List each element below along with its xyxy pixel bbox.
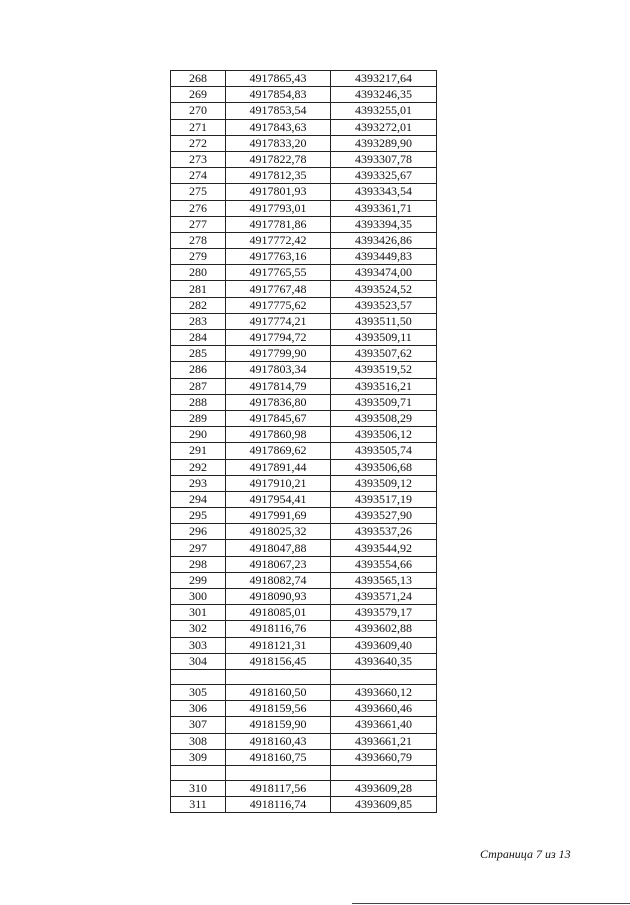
blank-cell (171, 669, 226, 684)
table-row (171, 265, 437, 281)
point-number-cell: 286 (171, 362, 226, 378)
point-number-cell: 277 (171, 216, 226, 232)
table-row (171, 103, 437, 119)
table-row (171, 313, 437, 329)
point-number-cell: 295 (171, 508, 226, 524)
x-coordinate-cell: 4917775,62 (226, 297, 331, 313)
table-row (171, 151, 437, 167)
point-number-cell: 301 (171, 605, 226, 621)
point-number-cell: 284 (171, 330, 226, 346)
y-coordinate-cell: 4393609,28 (331, 780, 437, 796)
blank-cell (226, 765, 331, 780)
y-coordinate-cell: 4393661,21 (331, 733, 437, 749)
x-coordinate-cell: 4917781,86 (226, 216, 331, 232)
y-coordinate-cell: 4393523,57 (331, 297, 437, 313)
x-coordinate-cell: 4917836,80 (226, 394, 331, 410)
table-row (171, 572, 437, 588)
point-number-cell: 304 (171, 653, 226, 669)
y-coordinate-cell: 4393661,40 (331, 717, 437, 733)
y-coordinate-cell: 4393524,52 (331, 281, 437, 297)
page-number: Страница 7 из 13 (480, 847, 571, 861)
x-coordinate-cell: 4918067,23 (226, 556, 331, 572)
x-coordinate-cell: 4917891,44 (226, 459, 331, 475)
x-coordinate-cell: 4917860,98 (226, 427, 331, 443)
point-number-cell: 298 (171, 556, 226, 572)
point-number-cell: 280 (171, 265, 226, 281)
x-coordinate-cell: 4917774,21 (226, 313, 331, 329)
point-number-cell: 268 (171, 71, 226, 87)
table-row (171, 410, 437, 426)
table-row (171, 459, 437, 475)
point-number-cell: 289 (171, 410, 226, 426)
x-coordinate-cell: 4917865,43 (226, 71, 331, 87)
table-row (171, 249, 437, 265)
blank-cell (226, 669, 331, 684)
table-row (171, 394, 437, 410)
x-coordinate-cell: 4918082,74 (226, 572, 331, 588)
x-coordinate-cell: 4918090,93 (226, 589, 331, 605)
table-row (171, 71, 437, 87)
blank-cell (171, 765, 226, 780)
table-row (171, 87, 437, 103)
y-coordinate-cell: 4393537,26 (331, 524, 437, 540)
table-row (171, 491, 437, 507)
y-coordinate-cell: 4393505,74 (331, 443, 437, 459)
x-coordinate-cell: 4917854,83 (226, 87, 331, 103)
y-coordinate-cell: 4393343,54 (331, 184, 437, 200)
table-row (171, 524, 437, 540)
point-number-cell: 287 (171, 378, 226, 394)
x-coordinate-cell: 4917799,90 (226, 346, 331, 362)
y-coordinate-cell: 4393509,12 (331, 475, 437, 491)
point-number-cell: 281 (171, 281, 226, 297)
x-coordinate-cell: 4917845,67 (226, 410, 331, 426)
blank-cell (331, 765, 437, 780)
table-row (171, 540, 437, 556)
point-number-cell: 276 (171, 200, 226, 216)
point-number-cell: 305 (171, 684, 226, 700)
y-coordinate-cell: 4393508,29 (331, 410, 437, 426)
point-number-cell: 299 (171, 572, 226, 588)
x-coordinate-cell: 4917833,20 (226, 135, 331, 151)
table-row (171, 605, 437, 621)
table-row (171, 232, 437, 248)
y-coordinate-cell: 4393519,52 (331, 362, 437, 378)
point-number-cell: 303 (171, 637, 226, 653)
point-number-cell: 278 (171, 232, 226, 248)
y-coordinate-cell: 4393527,90 (331, 508, 437, 524)
y-coordinate-cell: 4393602,88 (331, 621, 437, 637)
x-coordinate-cell: 4918085,01 (226, 605, 331, 621)
table-row (171, 443, 437, 459)
x-coordinate-cell: 4917763,16 (226, 249, 331, 265)
point-number-cell: 309 (171, 749, 226, 765)
y-coordinate-cell: 4393511,50 (331, 313, 437, 329)
y-coordinate-cell: 4393474,00 (331, 265, 437, 281)
x-coordinate-cell: 4917801,93 (226, 184, 331, 200)
x-coordinate-cell: 4918116,74 (226, 797, 331, 813)
y-coordinate-cell: 4393325,67 (331, 168, 437, 184)
coordinates-table (170, 70, 437, 813)
y-coordinate-cell: 4393565,13 (331, 572, 437, 588)
y-coordinate-cell: 4393517,19 (331, 491, 437, 507)
table-row (171, 184, 437, 200)
table-row (171, 653, 437, 669)
table-row (171, 475, 437, 491)
x-coordinate-cell: 4917803,34 (226, 362, 331, 378)
x-coordinate-cell: 4917843,63 (226, 119, 331, 135)
y-coordinate-cell: 4393246,35 (331, 87, 437, 103)
point-number-cell: 279 (171, 249, 226, 265)
point-number-cell: 293 (171, 475, 226, 491)
x-coordinate-cell: 4918160,43 (226, 733, 331, 749)
point-number-cell: 297 (171, 540, 226, 556)
x-coordinate-cell: 4917869,62 (226, 443, 331, 459)
table-row (171, 200, 437, 216)
y-coordinate-cell: 4393394,35 (331, 216, 437, 232)
x-coordinate-cell: 4917794,72 (226, 330, 331, 346)
table-row (171, 330, 437, 346)
y-coordinate-cell: 4393516,21 (331, 378, 437, 394)
y-coordinate-cell: 4393507,62 (331, 346, 437, 362)
y-coordinate-cell: 4393217,64 (331, 71, 437, 87)
x-coordinate-cell: 4917991,69 (226, 508, 331, 524)
point-number-cell: 282 (171, 297, 226, 313)
y-coordinate-cell: 4393554,66 (331, 556, 437, 572)
y-coordinate-cell: 4393272,01 (331, 119, 437, 135)
x-coordinate-cell: 4917772,42 (226, 232, 331, 248)
x-coordinate-cell: 4918160,50 (226, 684, 331, 700)
point-number-cell: 292 (171, 459, 226, 475)
point-number-cell: 270 (171, 103, 226, 119)
point-number-cell: 296 (171, 524, 226, 540)
table-row (171, 297, 437, 313)
table-row (171, 797, 437, 813)
x-coordinate-cell: 4918121,31 (226, 637, 331, 653)
x-coordinate-cell: 4917910,21 (226, 475, 331, 491)
y-coordinate-cell: 4393640,35 (331, 653, 437, 669)
y-coordinate-cell: 4393255,01 (331, 103, 437, 119)
point-number-cell: 302 (171, 621, 226, 637)
y-coordinate-cell: 4393361,71 (331, 200, 437, 216)
table-row (171, 135, 437, 151)
table-row (171, 701, 437, 717)
x-coordinate-cell: 4918160,75 (226, 749, 331, 765)
table-row (171, 119, 437, 135)
table-row (171, 281, 437, 297)
point-number-cell: 311 (171, 797, 226, 813)
x-coordinate-cell: 4917765,55 (226, 265, 331, 281)
x-coordinate-cell: 4917822,78 (226, 151, 331, 167)
x-coordinate-cell: 4917853,54 (226, 103, 331, 119)
y-coordinate-cell: 4393579,17 (331, 605, 437, 621)
point-number-cell: 274 (171, 168, 226, 184)
table-row (171, 168, 437, 184)
point-number-cell: 272 (171, 135, 226, 151)
table-row (171, 508, 437, 524)
y-coordinate-cell: 4393660,46 (331, 701, 437, 717)
point-number-cell: 291 (171, 443, 226, 459)
table-row (171, 733, 437, 749)
y-coordinate-cell: 4393449,83 (331, 249, 437, 265)
point-number-cell: 307 (171, 717, 226, 733)
x-coordinate-cell: 4918156,45 (226, 653, 331, 669)
table-row (171, 427, 437, 443)
y-coordinate-cell: 4393509,71 (331, 394, 437, 410)
point-number-cell: 306 (171, 701, 226, 717)
table-row (171, 780, 437, 796)
y-coordinate-cell: 4393571,24 (331, 589, 437, 605)
table-row (171, 749, 437, 765)
coordinates-table-body (171, 71, 437, 813)
point-number-cell: 308 (171, 733, 226, 749)
x-coordinate-cell: 4918159,56 (226, 701, 331, 717)
point-number-cell: 300 (171, 589, 226, 605)
table-row (171, 378, 437, 394)
y-coordinate-cell: 4393506,68 (331, 459, 437, 475)
x-coordinate-cell: 4918159,90 (226, 717, 331, 733)
table-row (171, 621, 437, 637)
x-coordinate-cell: 4917814,79 (226, 378, 331, 394)
point-number-cell: 275 (171, 184, 226, 200)
y-coordinate-cell: 4393307,78 (331, 151, 437, 167)
point-number-cell: 269 (171, 87, 226, 103)
x-coordinate-cell: 4918116,76 (226, 621, 331, 637)
x-coordinate-cell: 4918117,56 (226, 780, 331, 796)
y-coordinate-cell: 4393660,79 (331, 749, 437, 765)
point-number-cell: 294 (171, 491, 226, 507)
y-coordinate-cell: 4393660,12 (331, 684, 437, 700)
y-coordinate-cell: 4393289,90 (331, 135, 437, 151)
table-row (171, 362, 437, 378)
point-number-cell: 283 (171, 313, 226, 329)
footer-divider (352, 903, 630, 904)
point-number-cell: 285 (171, 346, 226, 362)
x-coordinate-cell: 4918025,32 (226, 524, 331, 540)
y-coordinate-cell: 4393506,12 (331, 427, 437, 443)
x-coordinate-cell: 4917793,01 (226, 200, 331, 216)
y-coordinate-cell: 4393609,85 (331, 797, 437, 813)
blank-cell (331, 669, 437, 684)
y-coordinate-cell: 4393509,11 (331, 330, 437, 346)
table-row (171, 556, 437, 572)
table-row (171, 717, 437, 733)
point-number-cell: 290 (171, 427, 226, 443)
table-row (171, 346, 437, 362)
y-coordinate-cell: 4393609,40 (331, 637, 437, 653)
point-number-cell: 271 (171, 119, 226, 135)
point-number-cell: 310 (171, 780, 226, 796)
y-coordinate-cell: 4393426,86 (331, 232, 437, 248)
point-number-cell: 273 (171, 151, 226, 167)
table-row (171, 684, 437, 700)
y-coordinate-cell: 4393544,92 (331, 540, 437, 556)
point-number-cell: 288 (171, 394, 226, 410)
x-coordinate-cell: 4917767,48 (226, 281, 331, 297)
table-row (171, 589, 437, 605)
table-row (171, 216, 437, 232)
table-row (171, 637, 437, 653)
blank-row (171, 765, 437, 780)
x-coordinate-cell: 4917812,35 (226, 168, 331, 184)
blank-row (171, 669, 437, 684)
x-coordinate-cell: 4918047,88 (226, 540, 331, 556)
x-coordinate-cell: 4917954,41 (226, 491, 331, 507)
